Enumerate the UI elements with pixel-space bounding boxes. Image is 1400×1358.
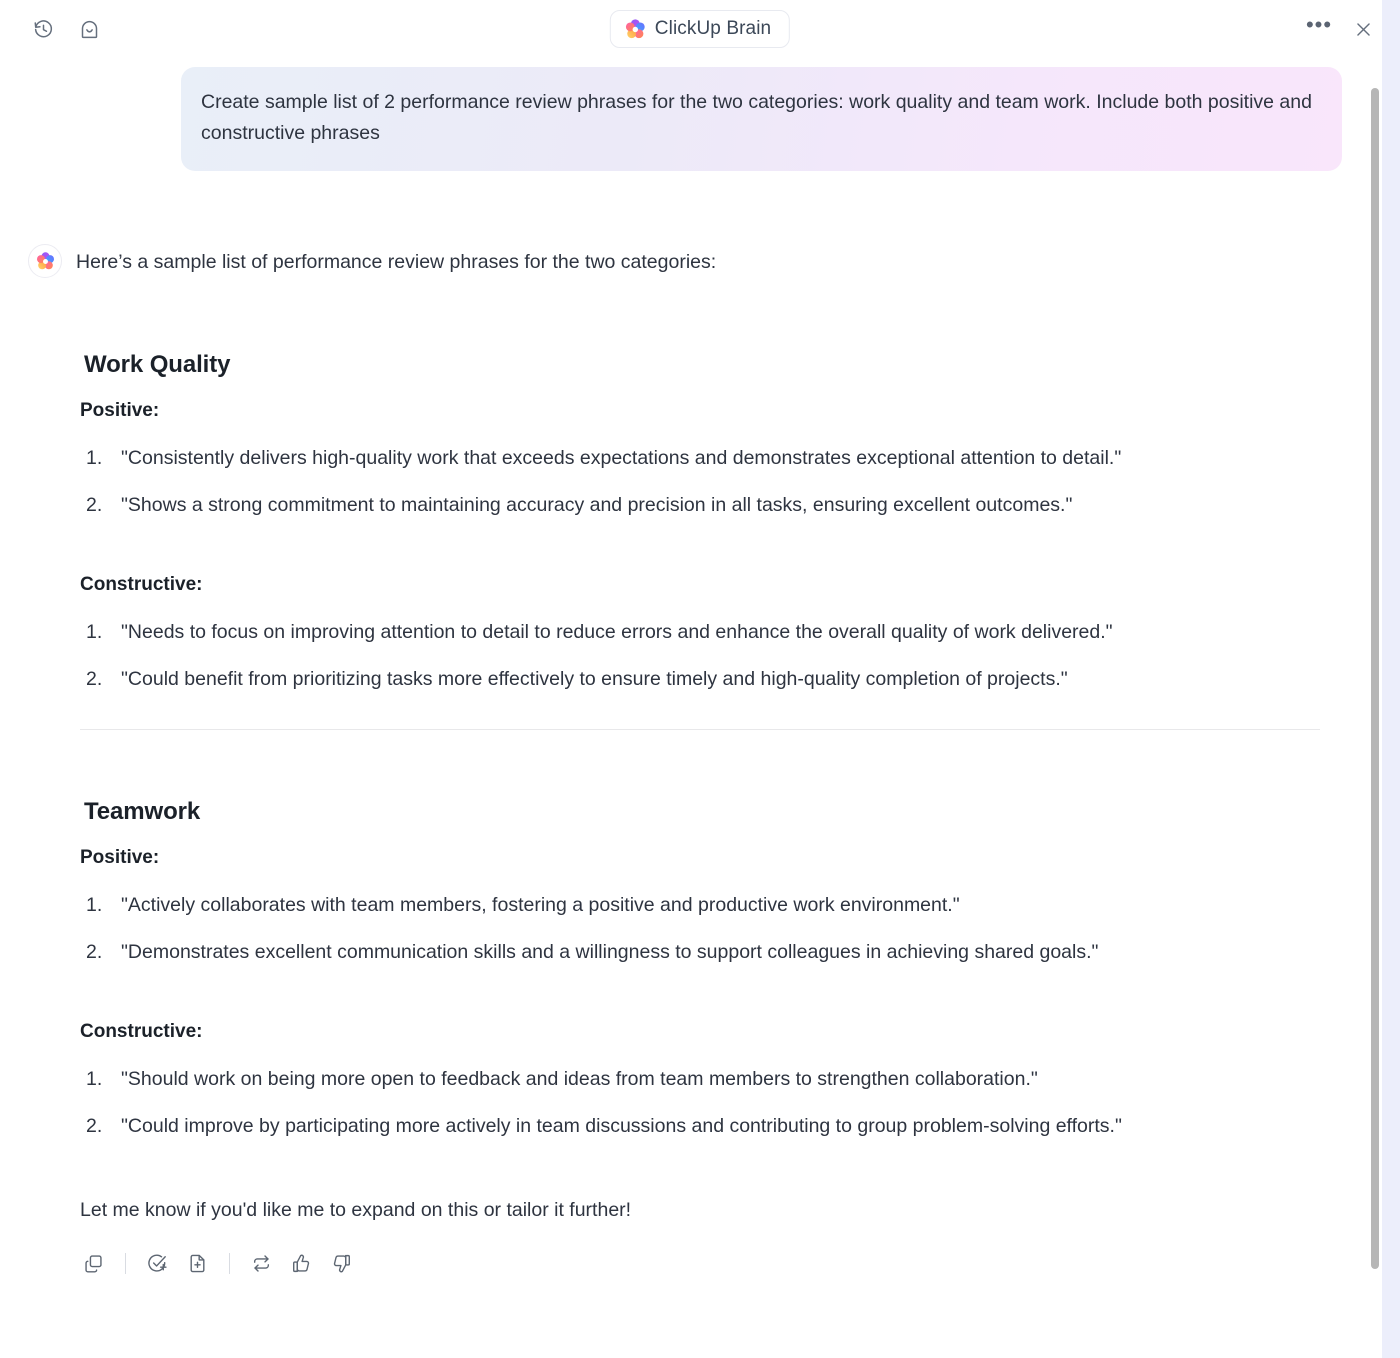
group-label-positive: Positive: — [80, 847, 160, 868]
assistant-closing-text: Let me know if you'd like me to expand on this or tailor it further! — [80, 1199, 632, 1221]
create-task-icon[interactable] — [141, 1247, 174, 1280]
user-prompt-bubble — [181, 67, 1342, 171]
phrase-list-positive — [80, 442, 1320, 522]
list-item: "Could improve by participating more actively in team discussions and contributing to group problem-solving efforts." — [121, 1115, 1122, 1137]
response-action-toolbar — [77, 1247, 1320, 1280]
phrase-list-constructive — [80, 616, 1320, 696]
chat-smile-icon[interactable] — [74, 15, 104, 45]
phrase-list-positive — [80, 889, 1320, 969]
regenerate-icon[interactable] — [245, 1247, 278, 1280]
phrase-list-constructive — [80, 1063, 1320, 1143]
brand-title: ClickUp Brain — [654, 18, 772, 39]
section-teamwork — [0, 798, 1360, 1280]
clickup-brain-logo-icon — [625, 19, 646, 40]
section-divider — [80, 729, 1320, 730]
user-prompt-text: Create sample list of 2 performance review phrases for the two categories: work quality and team work. Include both positive and constructive phrases — [201, 91, 1312, 144]
thumbs-up-icon[interactable] — [285, 1247, 318, 1280]
list-item: "Consistently delivers high-quality work that exceeds expectations and demonstrates exceptional attention to detail." — [121, 447, 1122, 469]
list-item: "Actively collaborates with team members, fostering a positive and productive work environment." — [121, 894, 960, 916]
section-work-quality — [0, 351, 1360, 696]
assistant-intro-text: Here’s a sample list of performance review phrases for the two categories: — [76, 251, 717, 273]
list-item: "Should work on being more open to feedback and ideas from team members to strengthen collaboration." — [121, 1068, 1038, 1090]
assistant-intro-row — [0, 244, 1360, 278]
list-item: "Needs to focus on improving attention to detail to reduce errors and enhance the overall quality of work delivered." — [121, 621, 1113, 643]
history-icon[interactable] — [28, 15, 58, 45]
more-options-icon[interactable] — [1304, 11, 1334, 45]
list-item: "Could benefit from prioritizing tasks more effectively to ensure timely and high-quality completion of projects." — [121, 668, 1068, 690]
brand-pill[interactable] — [610, 10, 790, 48]
group-label-constructive: Constructive: — [80, 1021, 203, 1042]
assistant-answer — [0, 244, 1360, 1280]
right-edge-strip — [1382, 0, 1400, 1358]
copy-icon[interactable] — [77, 1247, 110, 1280]
create-doc-icon[interactable] — [181, 1247, 214, 1280]
group-label-positive: Positive: — [80, 400, 160, 421]
list-item: "Shows a strong commitment to maintaining accuracy and precision in all tasks, ensuring excellent outcomes." — [121, 494, 1073, 516]
toolbar-divider — [125, 1253, 126, 1274]
header-left-actions — [28, 15, 104, 45]
group-label-constructive: Constructive: — [80, 574, 203, 595]
conversation-scroll-area[interactable] — [0, 59, 1400, 1358]
toolbar-divider — [229, 1253, 230, 1274]
scrollbar-track[interactable] — [1368, 59, 1382, 1358]
assistant-avatar — [28, 244, 62, 278]
section-title: Work Quality — [84, 351, 231, 378]
section-title: Teamwork — [84, 798, 201, 825]
close-icon[interactable] — [1348, 15, 1378, 45]
scrollbar-thumb[interactable] — [1371, 88, 1379, 1269]
more-dots-glyph: ••• — [1305, 11, 1333, 37]
list-item: "Demonstrates excellent communication skills and a willingness to support colleagues in achieving shared goals." — [121, 941, 1099, 963]
thumbs-down-icon[interactable] — [325, 1247, 358, 1280]
window-header — [0, 0, 1400, 59]
header-right-actions — [1304, 11, 1378, 45]
